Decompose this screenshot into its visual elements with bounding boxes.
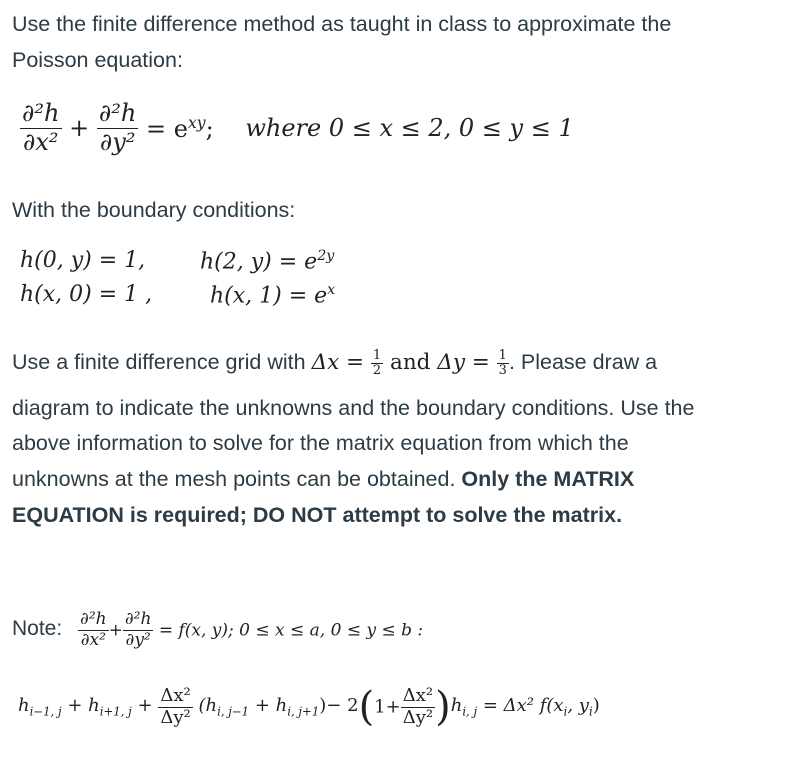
note-fraction-x: $\frac{\text{∂²h}}{\text{∂x²}}$	[80, 609, 107, 650]
d2h-dx2-fraction: $\frac{\text{∂²h}}{\text{∂x²}}$	[22, 99, 60, 156]
bc-top: h(x, $1) = e^x$	[210, 282, 336, 309]
note-equation: Note: $\frac{\text{∂²h}}{\text{∂x²}}$ + $\frac{\text{∂²h}}{\text{∂y²}}$ = f(x, y); 0 ≤ x ≤ a, 0 ≤ y ≤ b :	[12, 609, 424, 650]
para-line-4: EQUATION is required; DO NOT attempt to solve the matrix.	[12, 503, 623, 527]
grid-sentence: Use a finite difference grid with Δx = $\frac{1}{2}$ and Δy = $\frac{1}{3}$ . Please draw a	[12, 348, 658, 378]
d2h-dy2-fraction: $\frac{\text{∂²h}}{\text{∂y²}}$	[98, 99, 137, 156]
intro-line-1: Use the finite difference method as taught in class to approximate the	[12, 12, 672, 36]
pde-rhs: = $e^{xy}$;	[146, 113, 214, 143]
fd-scheme: $h_{i-1, j} + h_{i+1, j}$ + $\frac{\text{Δx²}}{\text{Δy²}}$ $(h_{i, j-1} + h_{i, j+1})- 2(1+$ $\frac{\text{Δx²}}{\text{Δy²}}$ )$h_{i, j} = \Delta x^2$ $f(x_i$, $y_i$)	[18, 684, 600, 731]
bc-bottom: h(x, 0) = 1 ,	[20, 282, 153, 307]
bc-left: h(0, y) = 1,	[20, 248, 146, 273]
para-line-3: unknowns at the mesh points can be obtained. Only the MATRIX	[12, 467, 635, 491]
para-line-1: diagram to indicate the unknowns and the boundary conditions. Use the	[12, 396, 695, 420]
intro-line-2: Poisson equation:	[12, 48, 183, 72]
note-fraction-y: $\frac{\text{∂²h}}{\text{∂y²}}$	[124, 609, 152, 650]
scheme-fraction-2: $\frac{\text{Δx²}}{\text{Δy²}}$	[402, 685, 434, 728]
dx-fraction: $\frac{1}{2}$	[372, 348, 382, 378]
bc-right: h(2, $y) = e^{2y}$	[200, 248, 335, 275]
poisson-equation: $\frac{\text{∂²h}}{\text{∂x²}}$ + $\frac{\text{∂²h}}{\text{∂y²}}$ = $e^{xy}$; where 0 ≤ x ≤ 2, 0 ≤ y ≤ 1	[22, 99, 574, 156]
pde-domain: where 0 ≤ x ≤ 2, 0 ≤ y ≤ 1	[245, 114, 574, 143]
scheme-fraction-1: $\frac{\text{Δx²}}{\text{Δy²}}$	[160, 685, 191, 728]
para-line-2: above information to solve for the matrix equation from which the	[12, 431, 629, 455]
note-label: Note:	[12, 617, 63, 640]
bc-heading: With the boundary conditions:	[12, 198, 296, 222]
dy-fraction: $\frac{1}{3}$	[498, 348, 507, 378]
